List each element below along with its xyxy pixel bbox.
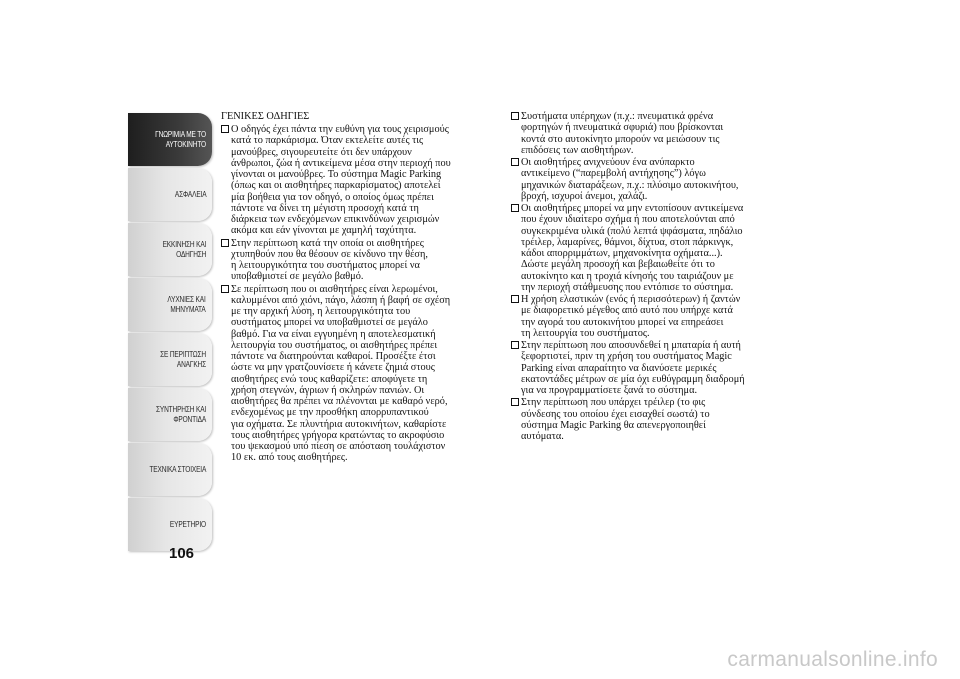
bullet-text: Οι αισθητήρες ανιχνεύουν ένα ανύπαρκτο αντικείμενο (“παρεμβολή αντήχησης”) λόγω μηχανικών διαταράξεων, π.χ.: πλύσιμο αυτοκινήτου, βροχή, ισχυροί άνεμοι, χαλάζι. (521, 157, 739, 202)
page-number: 106 (169, 545, 195, 562)
tab-emergency[interactable] (128, 333, 212, 386)
list-item (509, 157, 784, 202)
list-item (509, 203, 784, 293)
bullet-text: Στην περίπτωση κατά την οποία οι αισθητήρες χτυπηθούν που θα θέσουν σε κίνδυνο την θέση, η λειτουργικότητα του συστήματος μπορεί να υποβαθμιστεί σε μεγάλο βαθμό. (231, 237, 428, 283)
checkbox-bullet-icon (511, 295, 519, 303)
checkbox-bullet-icon (221, 239, 229, 247)
section-title: ΓΕΝΙΚΕΣ ΟΔΗΓΙΕΣ (221, 111, 310, 122)
bullet-text: Στην περίπτωση που αποσυνδεθεί η μπαταρία ή αυτή ξεφορτιστεί, πριν τη χρήση του συστήματος Magic Parking είναι απαραίτητο να διανύσετε μερικές εκατοντάδες μέτρων σε μία όχι ευθύγραμμη διαδρομή για να προγραμματίσετε ξανά το σύστημα. (521, 340, 745, 396)
left-column (219, 111, 499, 465)
tab-safety[interactable] (128, 168, 212, 221)
tab-getting-to-know-car[interactable] (128, 113, 212, 166)
checkbox-bullet-icon (511, 158, 519, 166)
tab-starting-driving[interactable] (128, 223, 212, 276)
bullet-text: Στην περίπτωση που υπάρχει τρέιλερ (το φις σύνδεσης του οποίου έχει εισαχθεί σωστά) το σύστημα Magic Parking θα απενεργοποιηθεί αυτόματα. (521, 397, 710, 442)
checkbox-bullet-icon (511, 398, 519, 406)
tab-index[interactable] (128, 498, 212, 551)
right-column (509, 111, 784, 443)
list-item (219, 284, 499, 464)
checkbox-bullet-icon (221, 125, 229, 133)
tab-label: ΣΕ ΠΕΡΙΠΤΩΣΗ ΑΝΑΓΚΗΣ (160, 349, 206, 369)
watermark: carmanualsonline.info (727, 648, 938, 671)
tab-technical-data[interactable] (128, 443, 212, 496)
tab-warning-lights[interactable] (128, 278, 212, 331)
chapter-tabs (128, 113, 212, 553)
bullet-text: Οι αισθητήρες μπορεί να μην εντοπίσουν αντικείμενα που έχουν ιδιαίτερο σχήμα ή που αποτελούνται από συγκεκριμένα υλικά (πολύ λεπτά ψφάσματα, πηδάλιο τρέιλερ, λαμαρίνες, θάμνοι, δίχτυα, στοπ πάρκινγκ, κάδοι απορριμμάτων, μηχανοκίνητα οχήματα...). Δώστε μεγάλη προσοχή και βεβαιωθείτε ότι το αυτοκίνητο και η τροχιά κίνησής του ταιριάζουν με την περιοχή στάθμευσης που εντόπισε το σύστημα. (521, 203, 744, 293)
tab-label: ΤΕΧΝΙΚΑ ΣΤΟΙΧΕΙΑ (149, 464, 206, 474)
bullet-text: Συστήματα υπέρηχων (π.χ.: πνευματικά φρένα φορτηγών ή πνευματικά σφυριά) που βρίσκονται κοντά στο αυτοκίνητο μπορούν να μειώσουν τις επιδόσεις των αισθητήρων. (521, 111, 724, 156)
list-item (509, 340, 784, 396)
checkbox-bullet-icon (221, 285, 229, 293)
tab-label: ΕΥΡΕΤΗΡΙΟ (169, 519, 206, 529)
list-item (509, 397, 784, 442)
list-item (509, 111, 784, 156)
tab-label: ΛΥΧΝΙΕΣ ΚΑΙ ΜΗΝΥΜΑΤΑ (167, 294, 206, 314)
tab-label: ΑΣΦΑΛΕΙΑ (174, 189, 206, 199)
bullet-text: Σε περίπτωση που οι αισθητήρες είναι λερωμένοι, καλυμμένοι από χιόνι, πάγο, λάσπη ή βαφή σε σχέση με την αρχική λύση, η λειτουργικότητα του συστήματος μπορεί να υποβαθμιστεί σε μεγάλο βαθμό. Για να είναι εγγυημένη η αποτελεσματική λειτουργία του συστήματος, οι αισθητήρες πρέπει πάντοτε να διατηρούνται καθαροί. Προσέξτε έτσι ώστε να μην γρατζουνίσετε ή κάνετε ζημιά στους αισθητήρες ενώ τους καθαρίζετε: αποφύγετε τη χρήση στεγνών, άγριων ή σκληρών πανιών. Οι αισθητήρες θα πρέπει να πλένονται με καθαρό νερό, ενδεχομένως με την προσθήκη απορρυπαντικού για οχήματα. Σε πλυντήρια αυτοκινήτων, καθαρίστε τους αισθητήρες γρήγορα κρατώντας το ακροφύσιο του ψεκασμού υπό πίεση σε απόσταση τουλάχιστον 10 εκ. από τους αισθητήρες. (231, 283, 451, 464)
checkbox-bullet-icon (511, 341, 519, 349)
list-item (219, 124, 499, 237)
tab-maintenance[interactable] (128, 388, 212, 441)
bullet-text: Η χρήση ελαστικών (ενός ή περισσότερων) ή ζαντών με διαφορετικό μέγεθος από αυτό που υπήρχε κατά την αγορά του αυτοκινήτου μπορεί να επηρεάσει τη λειτουργία του συστήματος. (521, 294, 741, 339)
list-item (219, 238, 499, 283)
bullet-text: Ο οδηγός έχει πάντα την ευθύνη για τους χειρισμούς κατά το παρκάρισμα. Όταν εκτελείτε αυτές τις μανούβρες, σιγουρευτείτε ότι δεν υπάρχουν άνθρωποι, ζώα ή αντικείμενα μέσα στην περιοχή που γίνονται οι μανούβρες. Το σύστημα Magic Parking (όπως και οι αισθητήρες παρκαρίσματος) αποτελεί μία βοήθεια για τον οδηγό, ο οποίος όμως πρέπει πάντοτε να δίνει τη μέγιστη προσοχή κατά τη διάρκεια των ενδεχόμενων επικινδύνων χειρισμών ακόμα και εάν γίνονται με χαμηλή ταχύτητα. (231, 124, 451, 237)
tab-label: ΕΚΚΙΝΗΣΗ ΚΑΙ ΟΔΗΓΗΣΗ (162, 239, 206, 259)
checkbox-bullet-icon (511, 112, 519, 120)
tab-label: ΣΥΝΤΗΡΗΣΗ ΚΑΙ ΦΡΟΝΤΙΔΑ (155, 404, 206, 424)
list-item (509, 294, 784, 339)
checkbox-bullet-icon (511, 204, 519, 212)
tab-label: ΓΝΩΡΙΜΙΑ ΜΕ ΤΟ ΑΥΤΟΚΙΝΗΤΟ (155, 129, 206, 149)
